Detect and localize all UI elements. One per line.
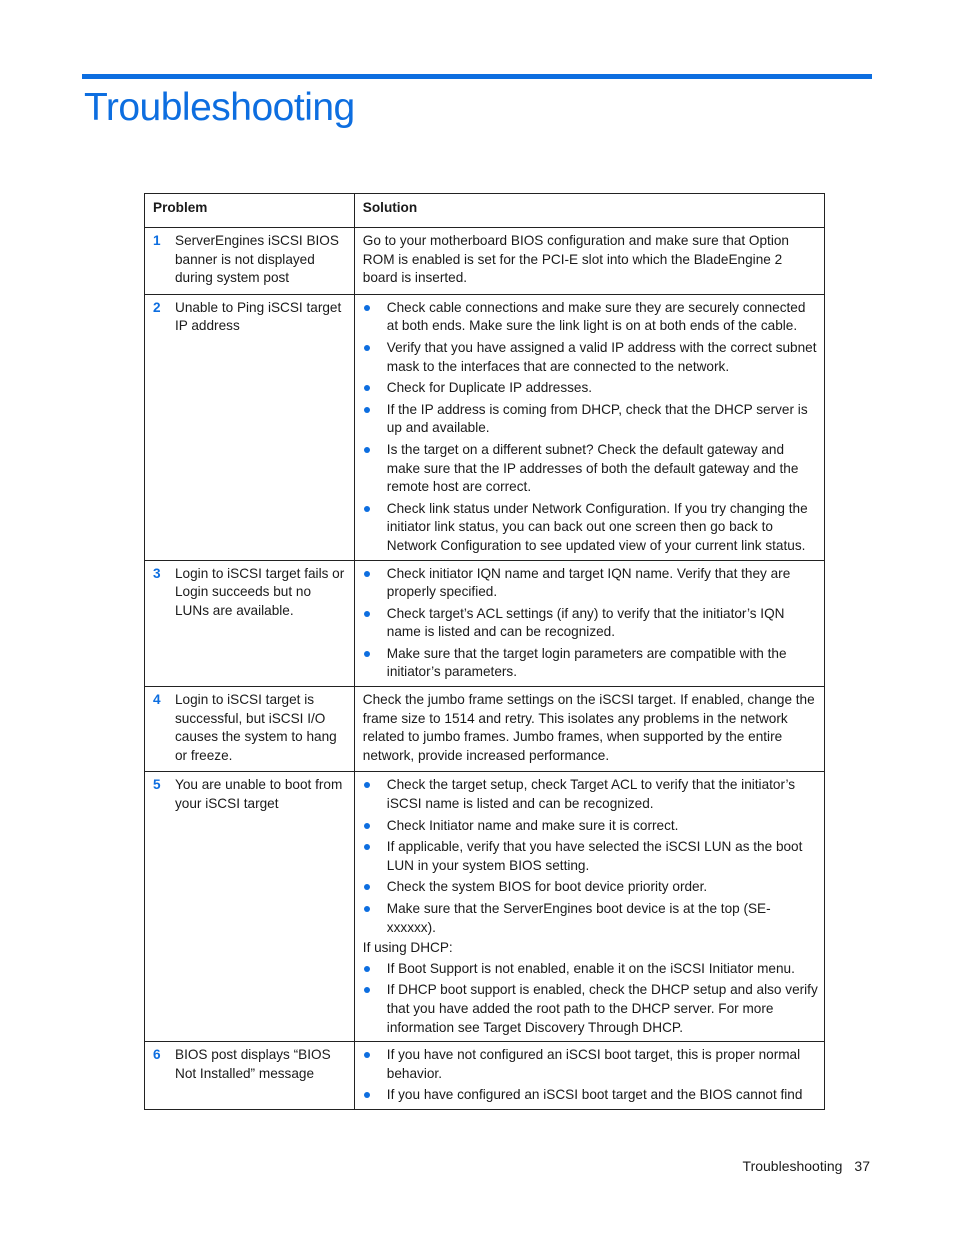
- solution-text: Check the jumbo frame settings on the iSCSI target. If enabled, change the frame size to 1514 and retry. This isolates any problems in the network related to jumbo frames. Jumbo frames, when supported by the entire network, provide increased performance.: [362, 692, 815, 763]
- solution-text: Go to your motherboard BIOS configuration and make sure that Option ROM is enabled is set for the PCI-E slot into which the BladeEngine 2 board is inserted.: [362, 233, 789, 286]
- problem-number: 5: [153, 777, 161, 793]
- solution-list-item-text: If you have not configured an iSCSI boot target, this is proper normal behavior.: [386, 1047, 801, 1081]
- solution-list-item-text: Make sure that the ServerEngines boot device is at the top (SE-xxxxxx).: [386, 901, 771, 935]
- bullet-icon: [364, 611, 370, 617]
- bullet-icon: [364, 651, 370, 657]
- solution-list: [363, 565, 818, 683]
- problem-number: 6: [153, 1047, 161, 1063]
- bullet-icon: [364, 906, 370, 912]
- problem-wrap: [153, 1046, 348, 1083]
- problem-cell: [145, 560, 355, 687]
- solution-list-item: [363, 776, 818, 813]
- table-body: [145, 228, 825, 1110]
- solution-list-item: [363, 379, 818, 398]
- bullet-icon: [364, 571, 370, 577]
- problem-cell: [145, 687, 355, 772]
- bullet-icon: [364, 345, 370, 351]
- solution-list-item: [363, 817, 818, 836]
- problem-text: BIOS post displays “BIOS Not Installed” message: [175, 1047, 331, 1081]
- solution-cell: [354, 772, 824, 1042]
- table-row: [145, 772, 825, 1042]
- problem-number: 2: [153, 299, 161, 315]
- solution-list-item: [363, 1086, 818, 1105]
- bullet-icon: [364, 447, 370, 453]
- bullet-icon: [364, 966, 370, 972]
- solution-list-item-text: If applicable, verify that you have selected the iSCSI LUN as the boot LUN in your system BIOS setting.: [386, 839, 803, 873]
- solution-list-item: [363, 441, 818, 497]
- problem-cell: [145, 772, 355, 1042]
- problem-text: Unable to Ping iSCSI target IP address: [175, 299, 342, 334]
- problem-text: You are unable to boot from your iSCSI target: [175, 777, 343, 812]
- solution-list-item: [363, 981, 818, 1037]
- solution-list-item-text: Check Initiator name and make sure it is correct.: [386, 817, 679, 833]
- solution-list: [363, 960, 818, 1037]
- solution-list-item: [363, 838, 818, 875]
- problem-cell: [145, 1042, 355, 1110]
- solution-list: [363, 299, 818, 556]
- page-title: Troubleshooting: [84, 86, 355, 129]
- troubleshooting-table: [144, 193, 825, 1110]
- problem-number: 1: [153, 233, 161, 248]
- bullet-icon: [364, 385, 370, 391]
- solution-list-item-text: If DHCP boot support is enabled, check the DHCP setup and also verify that you have added the root path to the DHCP server. For more information see Target Discovery Through DHCP.: [386, 982, 818, 1035]
- solution-list-item-text: If Boot Support is not enabled, enable it on the iSCSI Initiator menu.: [386, 960, 795, 976]
- solution-cell: [354, 560, 824, 687]
- solution-list-item: [363, 605, 818, 642]
- solution-list: [363, 1046, 818, 1105]
- table-row: [145, 294, 825, 560]
- solution-list-item: [363, 339, 818, 376]
- problem-wrap: [153, 776, 348, 813]
- solution-list-item: [363, 565, 818, 602]
- solution-list-item: [363, 645, 818, 682]
- page-footer: [743, 1158, 870, 1174]
- table-row: [145, 228, 825, 295]
- footer-section: Troubleshooting: [742, 1158, 843, 1174]
- solution-list: [363, 776, 818, 937]
- problem-number: 3: [153, 565, 161, 581]
- bullet-icon: [364, 823, 370, 829]
- bullet-icon: [364, 1092, 370, 1098]
- solution-list-item-text: Check the target setup, check Target ACL to verify that the initiator’s iSCSI name is listed and can be recognized.: [386, 777, 796, 812]
- solution-cell: [354, 687, 824, 772]
- table-row: [145, 687, 825, 772]
- bullet-icon: [364, 884, 370, 890]
- problem-text: Login to iSCSI target is successful, but iSCSI I/O causes the system to hang or freeze.: [175, 692, 337, 763]
- solution-list-item-text: Is the target on a different subnet? Check the default gateway and make sure that the IP addresses of both the default gateway and the remote host are correct.: [386, 441, 799, 495]
- solution-cell: [354, 294, 824, 560]
- solution-list-item-text: Check target’s ACL settings (if any) to verify that the initiator’s IQN name is listed and can be recognized.: [386, 605, 785, 640]
- problem-text: ServerEngines iSCSI BIOS banner is not displayed during system post: [175, 233, 339, 286]
- problem-text: Login to iSCSI target fails or Login succeeds but no LUNs are available.: [175, 565, 345, 618]
- solution-list-item-text: Check link status under Network Configuration. If you try changing the initiator link status, you can back out one screen then go back to Network Configuration to see updated view of your current link status.: [386, 500, 808, 553]
- bullet-icon: [364, 407, 370, 413]
- bullet-icon: [364, 844, 370, 850]
- solution-list-item-text: Make sure that the target login parameters are compatible with the initiator’s parameters.: [386, 645, 787, 680]
- table-row: [145, 1042, 825, 1110]
- solution-header: Solution: [354, 194, 824, 228]
- solution-list-item-text: Verify that you have assigned a valid IP address with the correct subnet mask to the interfaces that are connected to the network.: [386, 339, 817, 374]
- solution-list-item: [363, 900, 818, 937]
- problem-wrap: [153, 299, 348, 336]
- problem-header: Problem: [145, 194, 355, 228]
- solution-list-item: [363, 500, 818, 556]
- problem-wrap: [153, 232, 348, 288]
- problem-number: 4: [153, 692, 161, 708]
- table-header-row: [145, 194, 825, 228]
- solution-list-item-text: Check initiator IQN name and target IQN name. Verify that they are properly specified.: [386, 565, 791, 600]
- solution-list-item-text: Check cable connections and make sure they are securely connected at both ends. Make sure the link light is on at both ends of the cable.: [386, 299, 806, 334]
- bullet-icon: [364, 1052, 370, 1058]
- bullet-icon: [364, 782, 370, 788]
- problem-wrap: [153, 691, 348, 765]
- bullet-icon: [364, 987, 370, 993]
- problem-cell: [145, 228, 355, 295]
- solution-list-item: [363, 960, 818, 979]
- bullet-icon: [364, 305, 370, 311]
- problem-wrap: [153, 565, 348, 621]
- solution-list-item: [363, 401, 818, 438]
- solution-list-item-text: Check the system BIOS for boot device priority order.: [386, 879, 708, 895]
- solution-list-item-text: If the IP address is coming from DHCP, check that the DHCP server is up and available.: [386, 401, 808, 436]
- solution-list-item-text: If you have configured an iSCSI boot target and the BIOS cannot find: [386, 1087, 803, 1103]
- solution-cell: [354, 1042, 824, 1110]
- solution-list-item: [363, 1046, 818, 1083]
- bullet-icon: [364, 506, 370, 512]
- page-number: 37: [854, 1158, 870, 1174]
- solution-subheading: If using DHCP:: [362, 940, 453, 956]
- solution-cell: [354, 228, 824, 295]
- table-row: [145, 560, 825, 687]
- top-rule: [82, 74, 872, 79]
- solution-list-item: [363, 878, 818, 897]
- solution-list-item-text: Check for Duplicate IP addresses.: [386, 380, 593, 396]
- problem-cell: [145, 294, 355, 560]
- solution-list-item: [363, 299, 818, 336]
